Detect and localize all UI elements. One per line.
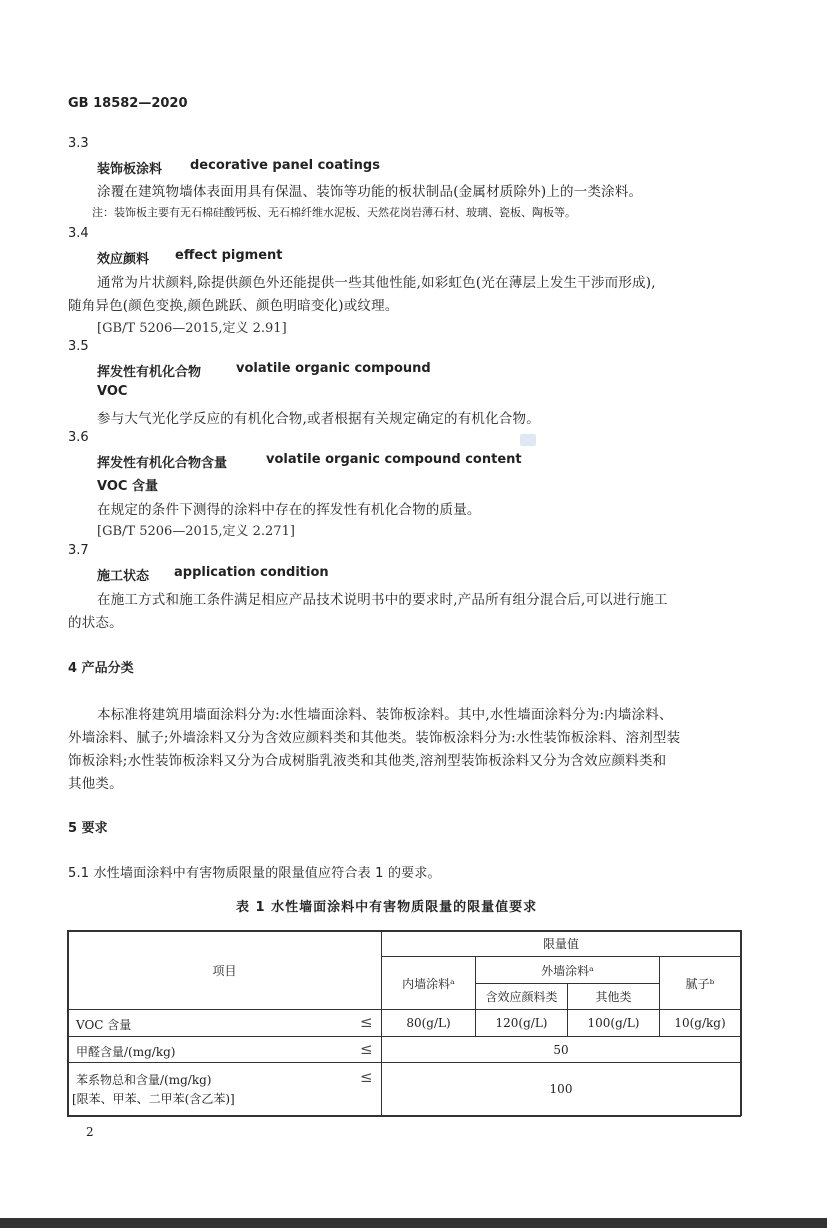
term-cn: 挥发性有机化合物 — [97, 365, 202, 380]
header-item: 项目 — [212, 963, 237, 978]
row-item: 甲醛含量/(mg/kg) — [76, 1045, 176, 1059]
lte-symbol: ≤ — [360, 1040, 373, 1058]
definition-line: 通常为片状颜料,除提供颜色外还能提供一些其他性能,如彩虹色(光在薄层上发生干涉而形成), — [97, 275, 656, 291]
document-code: GB 18582—2020 — [68, 96, 188, 111]
table-title: 表 1 水性墙面涂料中有害物质限量的限量值要求 — [236, 900, 538, 915]
clause-heading: 4 产品分类 — [68, 661, 134, 676]
term-en: application condition — [174, 565, 329, 580]
cell-interior: 80(g/L) — [406, 1016, 451, 1030]
term-en: effect pigment — [175, 248, 283, 263]
row-item-note: [限苯、甲苯、二甲苯(含乙苯)] — [72, 1092, 235, 1106]
clause-number: 3.5 — [68, 339, 89, 354]
definition-line: 在施工方式和施工条件满足相应产品技术说明书中的要求时,产品所有组分混合后,可以进行施工 — [97, 592, 668, 608]
lte-symbol: ≤ — [360, 1013, 373, 1031]
term-en: volatile organic compound content — [266, 452, 522, 467]
definition: 涂覆在建筑物墙体表面用具有保温、装饰等功能的板状制品(金属材质除外)上的一类涂料。 — [97, 184, 643, 200]
header-other: 其他类 — [595, 990, 632, 1004]
cell-other: 100(g/L) — [587, 1016, 640, 1030]
header-exterior: 外墙涂料ᵃ — [541, 963, 594, 978]
row-item: 苯系物总和含量/(mg/kg) — [76, 1073, 212, 1087]
watermark-logo — [520, 434, 536, 446]
cell-merged: 50 — [553, 1042, 569, 1057]
abbreviation: VOC 含量 — [97, 479, 158, 494]
paragraph-line: 其他类。 — [68, 776, 123, 792]
term-cn: 装饰板涂料 — [97, 162, 163, 177]
definition: 参与大气光化学反应的有机化合物,或者根据有关规定确定的有机化合物。 — [97, 411, 540, 427]
term-en: volatile organic compound — [236, 361, 431, 376]
header-effect: 含效应颜料类 — [485, 990, 558, 1004]
clause-number: 3.6 — [68, 430, 89, 445]
cell-effect: 120(g/L) — [495, 1016, 548, 1030]
page-number: 2 — [86, 1125, 94, 1139]
definition: 在规定的条件下测得的涂料中存在的挥发性有机化合物的质量。 — [97, 502, 481, 518]
lte-symbol: ≤ — [360, 1068, 373, 1086]
subclause: 5.1 水性墙面涂料中有害物质限量的限量值应符合表 1 的要求。 — [68, 866, 441, 881]
bottom-bar — [0, 1218, 827, 1228]
clause-heading: 5 要求 — [68, 821, 108, 836]
paragraph-line: 外墙涂料、腻子;外墙涂料又分为含效应颜料类和其他类。装饰板涂料分为:水性装饰板涂料、溶剂型装 — [68, 730, 681, 746]
cell-putty: 10(g/kg) — [674, 1016, 726, 1030]
header-limit: 限量值 — [542, 937, 579, 951]
header-putty: 腻子ᵇ — [685, 976, 715, 991]
paragraph-line: 饰板涂料;水性装饰板涂料又分为合成树脂乳液类和其他类,溶剂型装饰板涂料又分为含效应颜料类和 — [68, 753, 667, 769]
abbreviation: VOC — [97, 384, 128, 399]
clause-number: 3.7 — [68, 543, 89, 558]
cell-merged: 100 — [549, 1082, 573, 1096]
paragraph-line: 本标准将建筑用墙面涂料分为:水性墙面涂料、装饰板涂料。其中,水性墙面涂料分为:内墙涂料、 — [97, 707, 673, 723]
term-cn: 施工状态 — [97, 569, 150, 584]
reference: [GB/T 5206—2015,定义 2.91] — [97, 321, 287, 336]
row-item: VOC 含量 — [76, 1018, 132, 1032]
note: 注：装饰板主要有无石棉硅酸钙板、无石棉纤维水泥板、天然花岗岩薄石材、玻璃、瓷板、陶板等。 — [92, 206, 576, 219]
clause-number: 3.4 — [68, 226, 89, 241]
header-interior: 内墙涂料ᵃ — [402, 976, 455, 991]
term-en: decorative panel coatings — [190, 158, 380, 173]
term-cn: 挥发性有机化合物含量 — [97, 456, 228, 471]
definition-line: 的状态。 — [68, 615, 123, 631]
definition-line: 随角异色(颜色变换,颜色跳跃、颜色明暗变化)或纹理。 — [68, 298, 399, 314]
reference: [GB/T 5206—2015,定义 2.271] — [97, 524, 295, 539]
clause-number: 3.3 — [68, 136, 89, 151]
term-cn: 效应颜料 — [97, 252, 150, 267]
